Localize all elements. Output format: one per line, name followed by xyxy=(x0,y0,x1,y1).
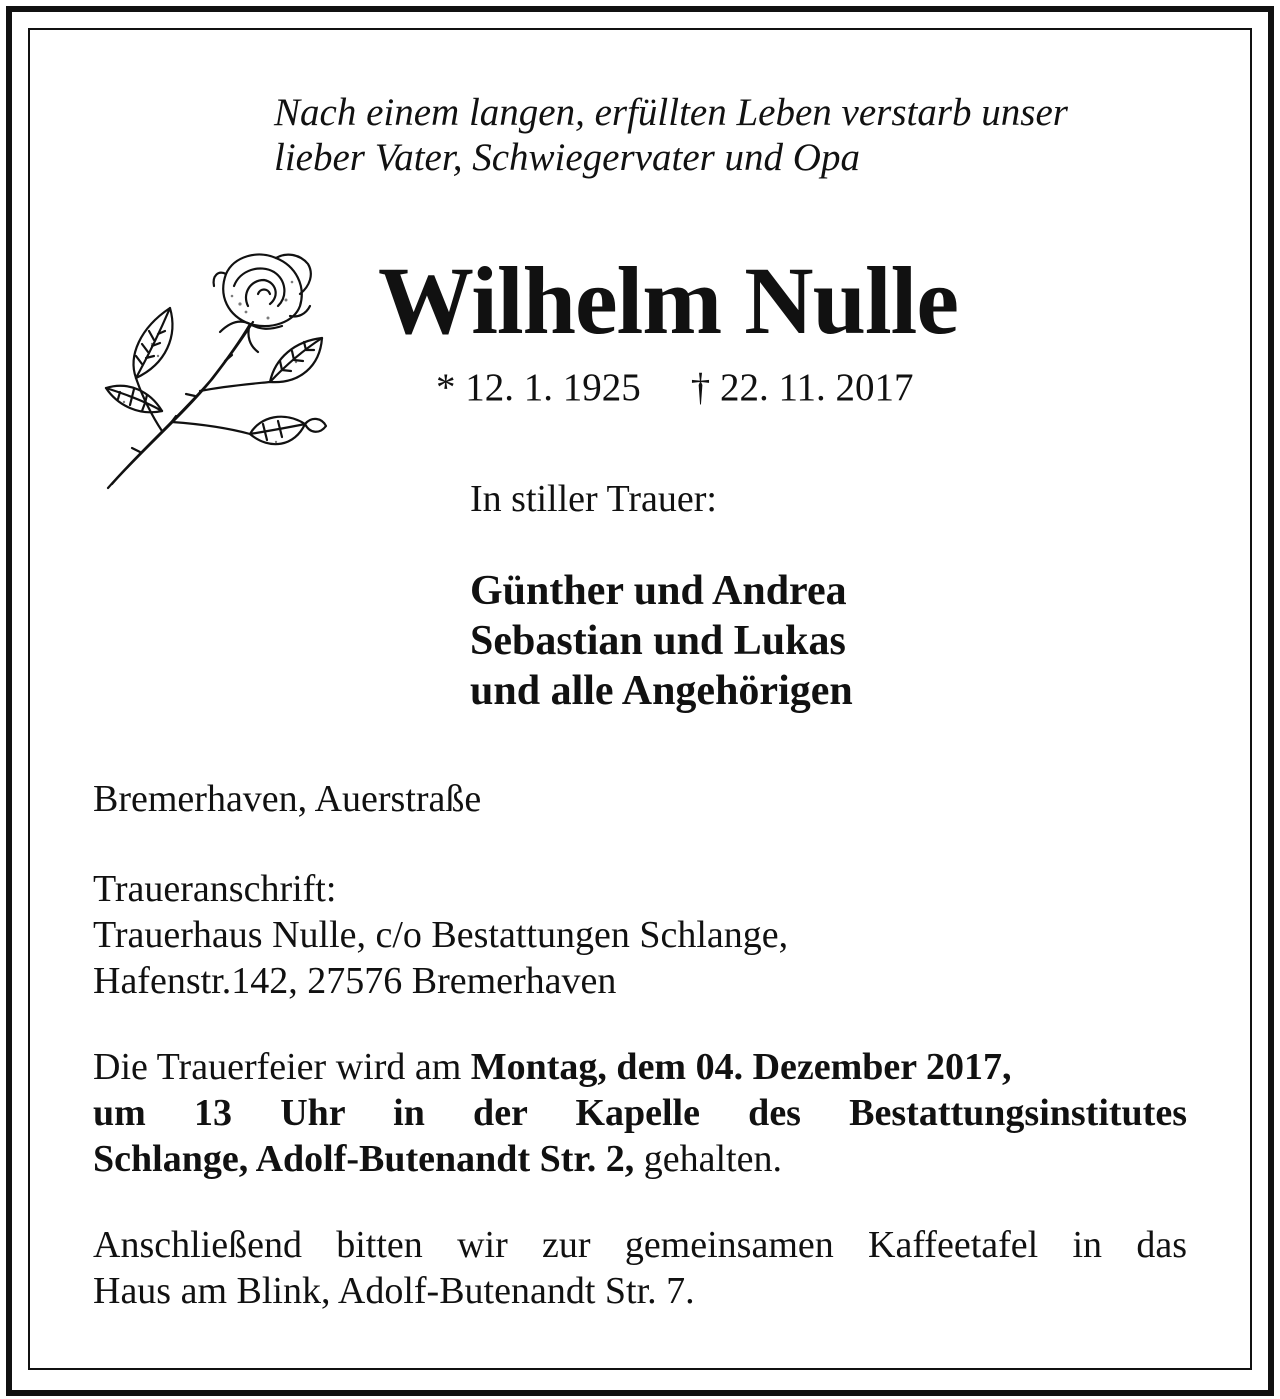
funeral-line-1 xyxy=(93,1044,1187,1090)
funeral-line-3 xyxy=(93,1136,1187,1182)
address-line: Hafenstr.142, 27576 Bremerhaven xyxy=(93,960,617,1002)
mourner-line: Sebastian und Lukas xyxy=(470,618,846,664)
residence-location: Bremerhaven, Auerstraße xyxy=(93,778,482,820)
life-dates xyxy=(436,364,914,412)
mourner-line: und alle Angehörigen xyxy=(470,668,853,714)
coffee-invitation xyxy=(93,1222,1187,1314)
coffee-line-1: Anschließend bitten wir zur gemeinsamen Kaffeetafel in das xyxy=(93,1224,1187,1266)
death-date: † 22. 11. 2017 xyxy=(690,366,914,409)
funeral-address: Schlange, Adolf-Butenandt Str. 2, xyxy=(93,1138,635,1180)
rose-icon xyxy=(100,246,330,496)
birth-date: * 12. 1. 1925 xyxy=(436,366,641,409)
coffee-line-2: Haus am Blink, Adolf-Butenandt Str. 7. xyxy=(93,1270,695,1312)
funeral-time-place: um 13 Uhr in der Kapelle des Bestattungsinstitutes xyxy=(93,1092,1187,1134)
mourner-line: Günther und Andrea xyxy=(470,568,847,614)
funeral-date: Montag, dem 04. Dezember 2017, xyxy=(470,1046,1012,1088)
intro-text xyxy=(274,90,1214,180)
address-line: Trauerhaus Nulle, c/o Bestattungen Schlange, xyxy=(93,914,789,956)
mourning-label: In stiller Trauer: xyxy=(470,478,717,520)
mourning-address xyxy=(93,866,788,1004)
funeral-closing: gehalten. xyxy=(634,1138,782,1180)
deceased-name: Wilhelm Nulle xyxy=(378,247,958,354)
funeral-info xyxy=(93,1044,1187,1182)
mourners-list xyxy=(470,566,853,716)
address-label: Traueranschrift: xyxy=(93,868,337,910)
funeral-intro: Die Trauerfeier wird am xyxy=(93,1046,471,1088)
intro-line-2: lieber Vater, Schwiegervater und Opa xyxy=(274,136,860,179)
intro-line-1: Nach einem langen, erfüllten Leben verstarb unser xyxy=(274,91,1068,134)
